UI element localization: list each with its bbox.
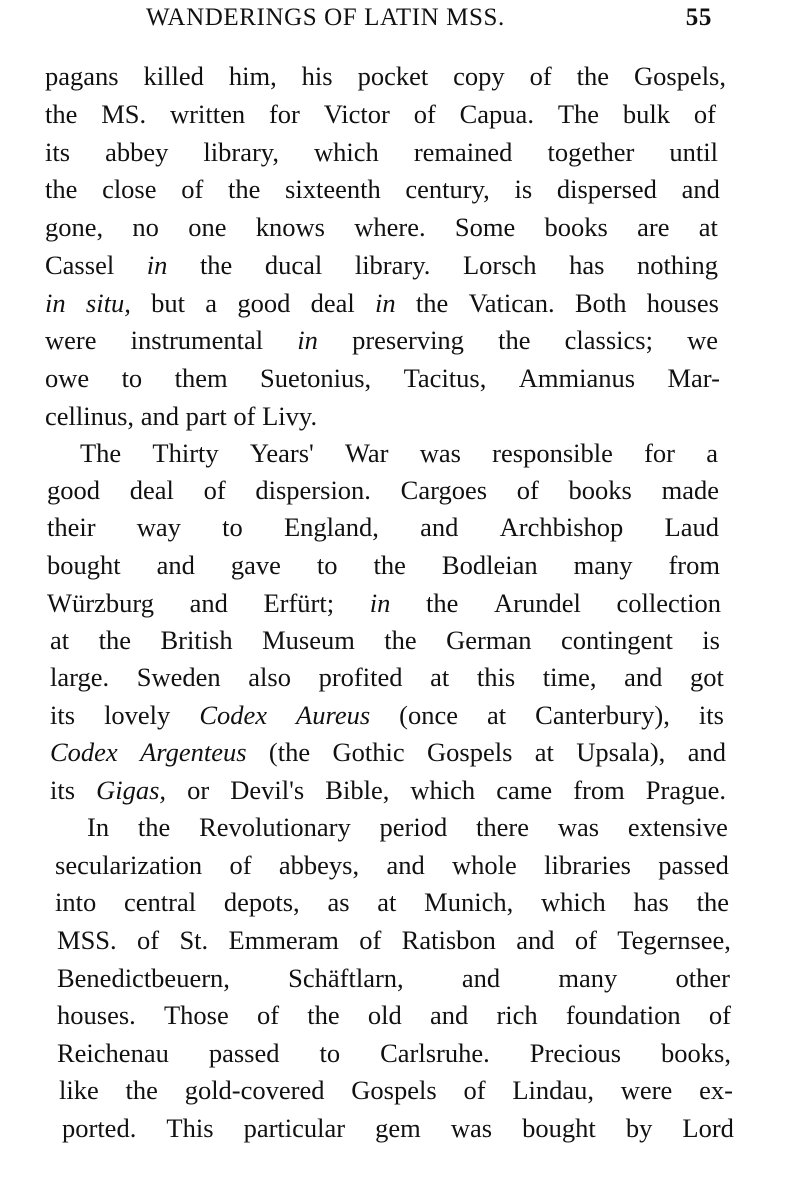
word: Gospels xyxy=(351,1075,437,1105)
word: gem xyxy=(375,1113,421,1143)
word: of xyxy=(463,1075,486,1105)
text-line xyxy=(45,97,716,133)
word: bought xyxy=(522,1113,596,1143)
word: at xyxy=(50,625,70,655)
word: Museum xyxy=(262,625,355,655)
word: Emmeram xyxy=(228,925,339,955)
word: Würzburg xyxy=(47,588,154,618)
word: of xyxy=(229,850,252,880)
word: was xyxy=(419,438,461,468)
word: (once xyxy=(399,700,459,730)
word: books xyxy=(568,475,632,505)
word: gone, xyxy=(45,212,104,242)
word: to xyxy=(121,363,143,393)
word: Carlsruhe. xyxy=(380,1038,490,1068)
word: at xyxy=(377,887,397,917)
word: the xyxy=(125,1075,158,1105)
word: Erfürt; xyxy=(263,588,335,618)
word: Cargoes xyxy=(400,475,488,505)
word: and xyxy=(189,588,228,618)
word: which xyxy=(410,775,476,805)
text-line xyxy=(50,773,726,809)
word: Ratisbon xyxy=(401,925,496,955)
word: Arundel xyxy=(493,588,581,618)
word: for xyxy=(268,99,300,129)
word: and xyxy=(624,662,663,692)
word: their xyxy=(47,512,96,542)
word: Tegernsee, xyxy=(617,925,731,955)
word: has xyxy=(633,887,669,917)
word: Mar- xyxy=(667,363,720,393)
word: and xyxy=(420,512,459,542)
word: Schäftlarn, xyxy=(288,963,404,993)
word: the xyxy=(576,61,610,91)
word: and xyxy=(429,1000,469,1030)
word: close xyxy=(102,174,157,204)
word: Those xyxy=(163,1000,229,1030)
word: into xyxy=(55,887,97,917)
word: has xyxy=(569,250,605,280)
word: copy xyxy=(453,61,505,91)
word: Archbishop xyxy=(499,512,624,542)
page-number: 55 xyxy=(685,4,712,31)
word: good xyxy=(47,475,100,505)
text-line xyxy=(45,172,720,208)
word: St. xyxy=(179,925,209,955)
word: Livy. xyxy=(262,401,318,431)
word: Codex xyxy=(50,737,118,767)
word: deal xyxy=(129,475,174,505)
word: pocket xyxy=(357,61,429,91)
word: the xyxy=(696,887,729,917)
word: to xyxy=(319,1038,341,1068)
word: time, xyxy=(542,662,597,692)
word: whole xyxy=(452,850,517,880)
word: made xyxy=(661,475,719,505)
word: of xyxy=(137,925,160,955)
word: houses. xyxy=(57,1000,136,1030)
word: Gospels, xyxy=(633,61,726,91)
word: the xyxy=(415,288,449,318)
word: Bodleian xyxy=(441,550,538,580)
word: together xyxy=(547,137,635,167)
word: Thirty xyxy=(152,438,219,468)
text-line xyxy=(62,1111,734,1147)
word: this xyxy=(476,662,516,692)
word: were xyxy=(45,325,97,355)
word: profited xyxy=(318,662,403,692)
word: The xyxy=(557,99,600,129)
word: In xyxy=(87,812,110,842)
word: passed xyxy=(658,850,729,880)
word: no xyxy=(132,212,159,242)
word: of xyxy=(574,925,597,955)
word: the xyxy=(498,325,531,355)
text-line xyxy=(45,323,718,359)
word: other xyxy=(675,963,730,993)
word: classics; xyxy=(564,325,653,355)
word: by xyxy=(625,1113,653,1143)
word: in xyxy=(45,288,66,318)
word: in xyxy=(369,588,391,618)
word: German xyxy=(446,625,532,655)
word: Lord xyxy=(682,1113,734,1143)
word: England, xyxy=(284,512,379,542)
word: Precious xyxy=(529,1038,622,1068)
word: at xyxy=(430,662,450,692)
word: the xyxy=(373,550,406,580)
word: bulk xyxy=(622,99,670,129)
word: in xyxy=(297,325,318,355)
word: contingent xyxy=(560,625,673,655)
word: and xyxy=(687,737,726,767)
word: Canterbury), xyxy=(535,700,670,730)
word: library. xyxy=(354,250,431,280)
word: from xyxy=(573,775,625,805)
word: in xyxy=(146,250,168,280)
word: MSS. xyxy=(57,925,117,955)
word: abbey xyxy=(105,137,169,167)
word: gold-covered xyxy=(184,1075,325,1105)
text-line xyxy=(45,286,719,322)
word: at xyxy=(698,212,718,242)
word: Capua. xyxy=(459,99,534,129)
word: Years' xyxy=(249,438,314,468)
word: nothing xyxy=(636,250,718,280)
text-line xyxy=(59,1073,733,1109)
word: situ, xyxy=(85,288,131,318)
word: or xyxy=(187,775,210,805)
word: and xyxy=(386,850,425,880)
word: Some xyxy=(454,212,516,242)
text-line xyxy=(55,848,729,884)
word: century, xyxy=(405,174,490,204)
word: Munich, xyxy=(424,887,514,917)
word: knows xyxy=(255,212,325,242)
word: and xyxy=(156,550,195,580)
text-line xyxy=(50,735,726,771)
word: books, xyxy=(661,1038,731,1068)
word: MS. xyxy=(101,99,147,129)
word: there xyxy=(476,812,529,842)
word: Reichenau xyxy=(57,1038,169,1068)
word: Bible, xyxy=(325,775,390,805)
word: the xyxy=(45,174,78,204)
word: gave xyxy=(230,550,281,580)
word: Aureus xyxy=(296,700,371,730)
word: owe xyxy=(45,363,90,393)
word: of xyxy=(413,99,436,129)
word: Gigas, xyxy=(96,775,167,805)
word: were xyxy=(620,1075,673,1105)
word: written xyxy=(170,99,246,129)
text-line xyxy=(50,623,720,659)
word: in xyxy=(375,288,396,318)
word: to xyxy=(222,512,243,542)
word: of xyxy=(708,1000,731,1030)
word: Sweden xyxy=(136,662,221,692)
word: ported. xyxy=(62,1113,137,1143)
word: large. xyxy=(50,662,110,692)
text-line xyxy=(45,248,718,284)
text-line xyxy=(57,923,731,959)
word: where. xyxy=(354,212,426,242)
word: Lorsch xyxy=(462,250,537,280)
word: The xyxy=(80,438,122,468)
word: its xyxy=(50,775,76,805)
running-head xyxy=(146,4,726,40)
word: Argenteus xyxy=(140,737,247,767)
word: also xyxy=(248,662,291,692)
text-line xyxy=(45,135,718,171)
word: a xyxy=(205,288,218,318)
word: Lindau, xyxy=(512,1075,594,1105)
word: them xyxy=(174,363,228,393)
word: Victor xyxy=(323,99,390,129)
word: got xyxy=(690,662,724,692)
word: Vatican. xyxy=(468,288,555,318)
word: until xyxy=(669,137,718,167)
word: of xyxy=(516,475,539,505)
word: British xyxy=(160,625,233,655)
word: which xyxy=(314,137,379,167)
word: cellinus, xyxy=(45,401,135,431)
word: dispersed xyxy=(556,174,657,204)
text-line xyxy=(50,698,724,734)
word: Gospels xyxy=(427,737,513,767)
text-line xyxy=(57,1036,731,1072)
word: for xyxy=(644,438,675,468)
word: from xyxy=(668,550,720,580)
word: to xyxy=(316,550,338,580)
word: period xyxy=(379,812,448,842)
word: Tacitus, xyxy=(403,363,487,393)
word: books xyxy=(544,212,608,242)
word: ex- xyxy=(699,1075,733,1105)
text-line xyxy=(47,510,719,546)
word: of xyxy=(529,61,552,91)
word: the xyxy=(425,588,459,618)
word: depots, xyxy=(223,887,300,917)
word: of xyxy=(203,475,226,505)
word: we xyxy=(687,325,718,355)
text-line xyxy=(45,59,726,95)
word: Upsala), xyxy=(576,737,666,767)
word: the xyxy=(137,812,171,842)
word: Benedictbeuern, xyxy=(57,963,230,993)
word: the xyxy=(307,1000,340,1030)
word: is xyxy=(514,174,533,204)
word: the xyxy=(199,250,233,280)
text-line xyxy=(45,361,720,397)
word: him, xyxy=(228,61,277,91)
word: Suetonius, xyxy=(260,363,372,393)
word: way xyxy=(136,512,181,542)
word: Both xyxy=(574,288,627,318)
word: old xyxy=(367,1000,402,1030)
word: was xyxy=(557,812,600,842)
word: houses xyxy=(646,288,719,318)
word: came xyxy=(496,775,553,805)
word: sixteenth xyxy=(285,174,381,204)
word: of xyxy=(256,1000,280,1030)
word: (the xyxy=(268,737,311,767)
word: at xyxy=(534,737,554,767)
word: extensive xyxy=(627,812,728,842)
word: of xyxy=(693,99,716,129)
text-line xyxy=(47,586,721,622)
word: as xyxy=(327,887,350,917)
word: its xyxy=(50,700,76,730)
word: rich xyxy=(496,1000,538,1030)
word: and xyxy=(140,401,179,431)
word: and xyxy=(516,925,555,955)
word: good xyxy=(237,288,291,318)
word: Laud xyxy=(664,512,719,542)
word: was xyxy=(450,1113,493,1143)
word: like xyxy=(59,1075,99,1105)
word: central xyxy=(124,887,197,917)
word: pagans xyxy=(45,61,119,91)
word: deal xyxy=(310,288,355,318)
word: which xyxy=(541,887,606,917)
word: the xyxy=(227,174,261,204)
word: Codex xyxy=(199,700,268,730)
word: are xyxy=(637,212,670,242)
text-line xyxy=(87,810,728,846)
word: remained xyxy=(413,137,513,167)
word: of xyxy=(181,174,204,204)
text-line xyxy=(47,548,720,584)
text-line xyxy=(55,885,729,921)
word: responsible xyxy=(492,438,613,468)
word: its xyxy=(45,137,71,167)
text-line xyxy=(45,399,718,435)
word: the xyxy=(98,625,131,655)
word: Ammianus xyxy=(518,363,636,393)
text-line xyxy=(57,998,731,1034)
word: a xyxy=(706,438,718,468)
word: secularization xyxy=(55,850,203,880)
word: dispersion. xyxy=(255,475,371,505)
word: particular xyxy=(243,1113,346,1143)
running-title: WANDERINGS OF LATIN MSS. xyxy=(146,4,505,31)
word: ducal xyxy=(264,250,323,280)
word: part xyxy=(185,401,227,431)
word: bought xyxy=(47,550,121,580)
word: lovely xyxy=(104,700,171,730)
text-line xyxy=(50,660,724,696)
word: is xyxy=(702,625,720,655)
word: of xyxy=(359,925,382,955)
word: instrumental xyxy=(130,325,264,355)
word: Gothic xyxy=(332,737,405,767)
word: Devil's xyxy=(230,775,305,805)
word: preserving xyxy=(352,325,464,355)
word: its xyxy=(698,700,724,730)
word: one xyxy=(188,212,227,242)
word: many xyxy=(558,963,618,993)
text-line xyxy=(47,473,719,509)
text-line xyxy=(45,210,718,246)
word: and xyxy=(681,174,720,204)
word: War xyxy=(345,438,389,468)
word: at xyxy=(487,700,507,730)
word: the xyxy=(384,625,417,655)
word: foundation xyxy=(565,1000,681,1030)
text-line xyxy=(57,961,730,997)
word: libraries xyxy=(544,850,631,880)
word: Prague. xyxy=(645,775,726,805)
word: This xyxy=(166,1113,214,1143)
word: passed xyxy=(208,1038,280,1068)
word: collection xyxy=(616,588,721,618)
word: Cassel xyxy=(45,250,115,280)
word: but xyxy=(151,288,185,318)
word: of xyxy=(233,401,256,431)
word: library, xyxy=(203,137,279,167)
word: and xyxy=(461,963,501,993)
word: his xyxy=(301,61,333,91)
word: many xyxy=(573,550,633,580)
word: abbeys, xyxy=(278,850,360,880)
word: Revolutionary xyxy=(199,812,351,842)
word: killed xyxy=(143,61,204,91)
word: the xyxy=(45,99,78,129)
text-line xyxy=(80,436,718,472)
